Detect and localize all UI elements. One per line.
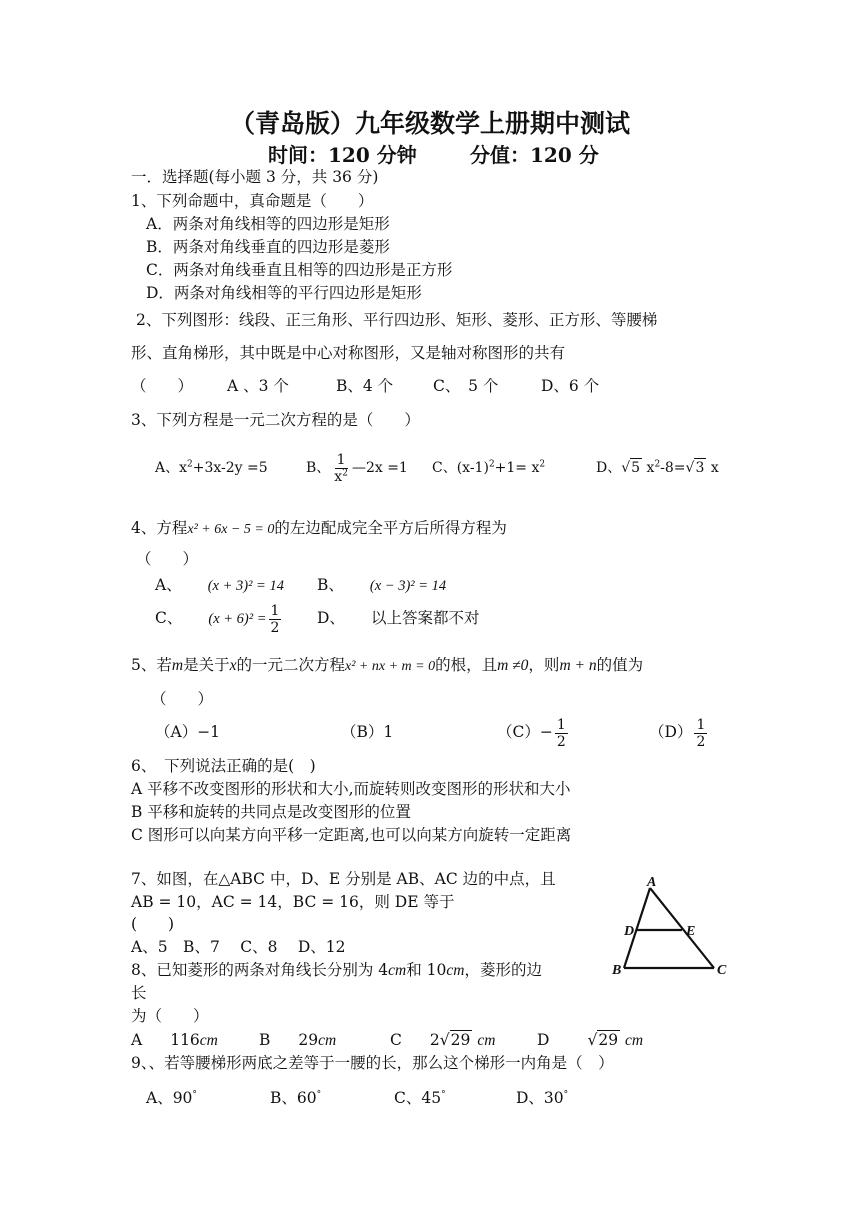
question-stem: 8、已知菱形的两条对角线长分别为 4cm和 10cm，菱形的边 — [131, 961, 542, 979]
question-stem: 9、、若等腰梯形两底之差等于一腰的长，那么这个梯形一内角是（ ） — [131, 1054, 614, 1072]
option-a: A 116cm — [131, 1031, 218, 1049]
option-b: B．两条对角线垂直的四边形是菱形 — [146, 238, 390, 256]
vertex-label-a: A — [647, 875, 657, 890]
option-c: C、$(x-1)^2+1= x^2$ — [432, 459, 546, 476]
option-b: B 29cm — [259, 1031, 337, 1049]
option-c: C、 5 个 — [433, 377, 499, 395]
option-a: A、$x^2+3x-2y =5$ — [155, 459, 268, 476]
vertex-label-b: B — [612, 963, 622, 978]
options: A、5 B、7 C、8 D、12 — [131, 938, 346, 956]
question-stem: 3、下列方程是一元二次方程的是（ ） — [131, 411, 420, 429]
option-d: D、6 个 — [541, 377, 600, 395]
exam-score: 分值：120 分 — [470, 143, 599, 167]
option-c: C．两条对角线垂直且相等的四边形是正方形 — [146, 261, 453, 279]
option-d: D、30° — [516, 1089, 569, 1107]
option-c: C、 (x + 6)² = $\frac{1}{2}$ — [155, 602, 280, 636]
option-c: C 图形可以向某方向平移一定距离,也可以向某方向旋转一定距离 — [131, 826, 572, 844]
equation: x² + 6x − 5 = 0 — [187, 522, 275, 537]
option-d: D √29 cm — [537, 1031, 644, 1049]
option-d: D、 以上答案都不对 — [317, 609, 480, 627]
answer-blank: （ ） — [131, 377, 194, 395]
question-stem: 7、如图，在△ABC 中，D、E 分别是 AB、AC 边的中点，且 — [131, 870, 556, 888]
question-stem-cont: 为（ ） — [131, 1007, 209, 1025]
vertex-label-d: D — [624, 924, 635, 939]
question-stem-cont: 形、直角梯形，其中既是中心对称图形，又是轴对称图形的共有 — [131, 344, 566, 362]
option-b: （B）1 — [341, 723, 394, 741]
option-b: B 平移和旋转的共同点是改变图形的位置 — [131, 803, 411, 821]
option-b: B、 $\frac{1}{x^2}$ —2x =1 — [306, 451, 408, 485]
option-a: A．两条对角线相等的四边形是矩形 — [146, 215, 390, 233]
option-b: B、 (x − 3)² = 14 — [317, 576, 447, 594]
option-a: （A）−1 — [155, 723, 221, 741]
vertex-label-c: C — [717, 963, 727, 978]
option-b: B、4 个 — [336, 377, 394, 395]
option-c: C、45° — [394, 1089, 446, 1107]
question-stem-cont: AB = 10，AC = 14，BC = 16，则 DE 等于 — [131, 893, 455, 911]
question-stem: 4、方程x² + 6x − 5 = 0的左边配成完全平方后所得方程为 — [131, 519, 507, 537]
option-c: C 2√29 cm — [390, 1031, 496, 1049]
option-c: （C）− $\frac{1}{2}$ — [497, 716, 566, 750]
answer-blank: （ ） — [136, 550, 199, 568]
question-stem: 5、若m是关于x的一元二次方程x² + nx + m = 0的根，且m ≠0，则m + n的值为 — [131, 656, 644, 674]
option-b: B、60° — [270, 1089, 322, 1107]
option-a: A、 (x + 3)² = 14 — [155, 576, 284, 594]
question-stem: 2、下列图形：线段、正三角形、平行四边形、矩形、菱形、正方形、等腰梯 — [136, 311, 658, 329]
triangle-figure — [610, 874, 736, 978]
option-d: D、√5 $x^2-8=√3$ x — [596, 459, 719, 476]
option-a: A 平移不改变图形的形状和大小,而旋转则改变图形的形状和大小 — [131, 780, 571, 798]
question-stem: 6、 下列说法正确的是( ) — [131, 757, 316, 775]
answer-blank: （ ） — [151, 690, 214, 708]
question-stem-cont: 长 — [131, 984, 147, 1002]
answer-blank: ( ) — [131, 915, 175, 933]
exam-time: 时间：120 分钟 — [268, 143, 417, 167]
option-a: A、90° — [146, 1089, 197, 1107]
option-d: D．两条对角线相等的平行四边形是矩形 — [146, 284, 422, 302]
section-heading: 一．选择题(每小题 3 分，共 36 分) — [131, 168, 379, 186]
question-stem: 1、下列命题中，真命题是（ ） — [131, 192, 374, 210]
page-title: （青岛版）九年级数学上册期中测试 — [229, 109, 630, 138]
option-a: A 、3 个 — [227, 377, 289, 395]
vertex-label-e: E — [686, 924, 696, 939]
option-d: （D） $\frac{1}{2}$ — [649, 716, 706, 750]
